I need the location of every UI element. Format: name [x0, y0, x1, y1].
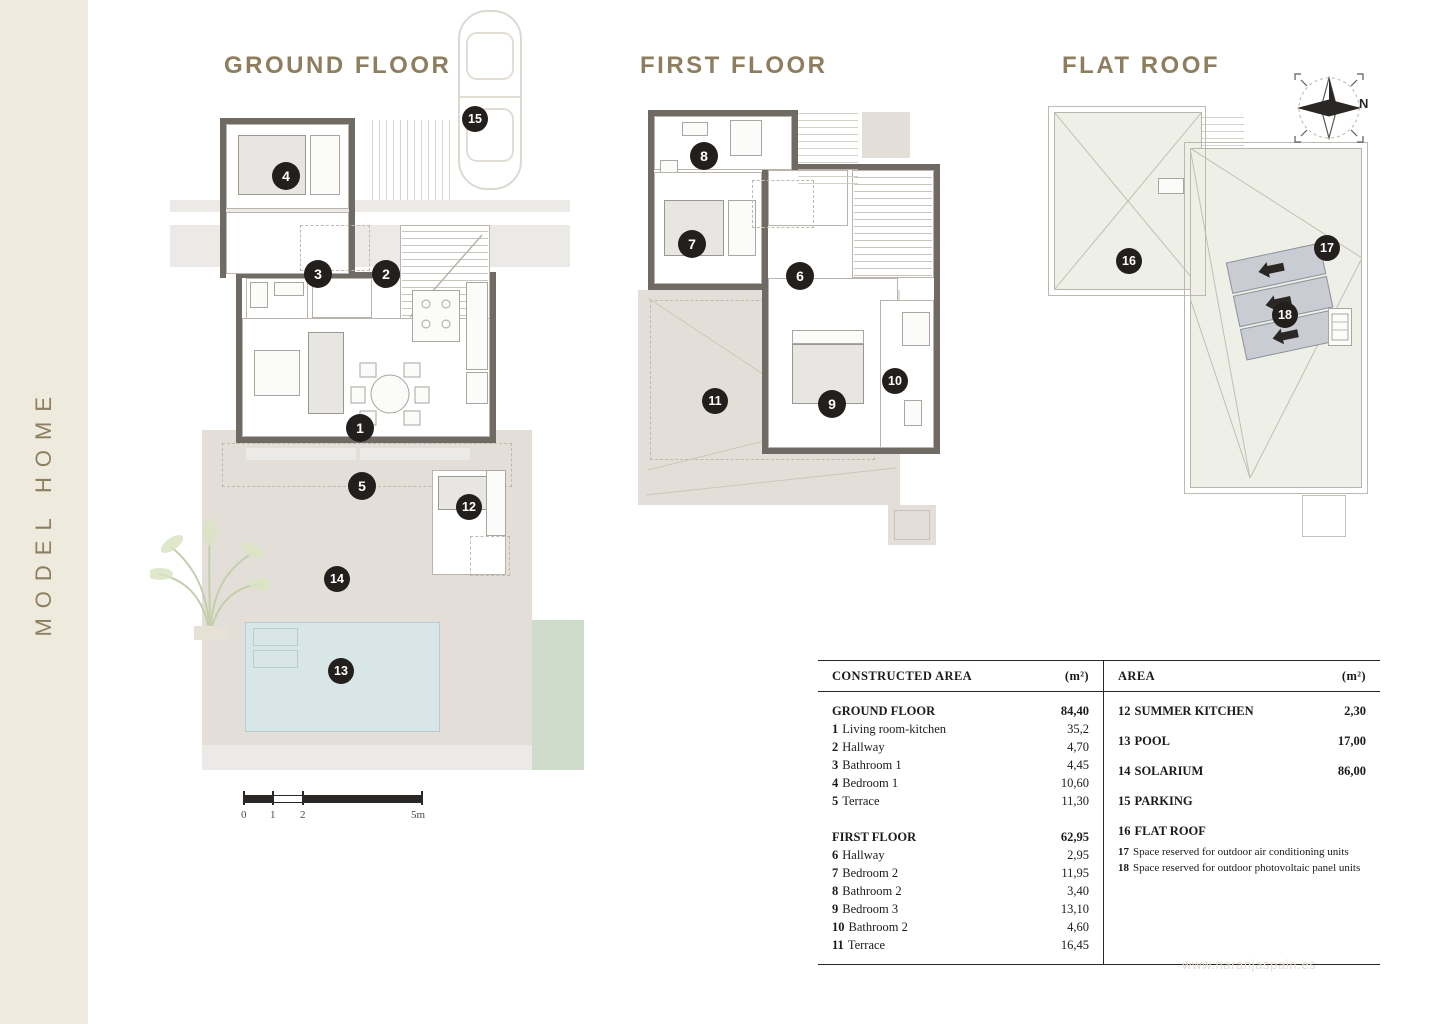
item-index: 8	[832, 884, 839, 898]
ff-louvers	[798, 112, 858, 184]
table-spacer	[832, 810, 1089, 826]
marker-9[interactable]: 9	[818, 390, 846, 418]
constructed-area-header-unit: (m²)	[1064, 669, 1089, 683]
item-index: 16	[1118, 824, 1131, 838]
marker-3[interactable]: 3	[304, 260, 332, 288]
item-value: 4,70	[1067, 740, 1089, 754]
table-row	[832, 936, 1089, 954]
pool-steps-2	[253, 650, 298, 668]
table-row	[832, 702, 1089, 720]
scale-bar-labels	[241, 809, 426, 823]
marker-13[interactable]: 13	[328, 658, 354, 684]
item-index: 1	[832, 722, 839, 736]
item-value: 17,00	[1337, 734, 1366, 748]
sidebar-title-text: MODEL HOME	[31, 387, 56, 637]
item-index: 14	[1118, 764, 1131, 778]
sidebar-title	[0, 0, 88, 1024]
ff-entrance-steps	[894, 510, 930, 540]
area-header	[1104, 661, 1380, 692]
ff-wall-bottom	[762, 448, 940, 454]
item-value: 13,10	[1060, 902, 1089, 916]
table-row	[1118, 762, 1366, 780]
marker-2[interactable]: 2	[372, 260, 400, 288]
area-header-label: AREA	[1118, 669, 1156, 683]
armchair	[254, 350, 300, 396]
item-label: Bathroom 2	[848, 920, 908, 934]
scale-label-5: 5m	[411, 809, 426, 821]
constructed-area-header	[818, 661, 1103, 692]
item-label: Bedroom 1	[842, 776, 899, 790]
table-row	[832, 918, 1089, 936]
item-label: FLAT ROOF	[1134, 824, 1206, 838]
solarium-edge	[202, 745, 532, 770]
scale-label-1: 1	[270, 809, 276, 821]
ff-staircase-steps	[854, 172, 932, 276]
item-label: Bedroom 2	[842, 866, 899, 880]
toilet-10	[904, 400, 922, 426]
scale-seg-1	[243, 795, 273, 803]
palm-plant-decoration	[150, 500, 270, 640]
item-index: 2	[832, 740, 839, 754]
fridge	[466, 372, 488, 404]
marker-4[interactable]: 4	[272, 162, 300, 190]
area-tables	[818, 660, 1380, 965]
item-value: 3,40	[1067, 884, 1089, 898]
marker-1[interactable]: 1	[346, 414, 374, 442]
marker-6[interactable]: 6	[786, 262, 814, 290]
table-row	[1118, 822, 1366, 840]
first-floor-plan	[630, 0, 970, 580]
roof-louvers	[1202, 112, 1244, 146]
scale-seg-2	[273, 795, 303, 803]
table-row	[832, 864, 1089, 882]
table-row	[832, 720, 1089, 738]
scale-tick-1	[272, 791, 274, 805]
toilet-1	[250, 282, 268, 308]
table-row	[832, 738, 1089, 756]
marker-17[interactable]: 17	[1314, 235, 1340, 261]
compass-rose	[1283, 62, 1375, 154]
item-value: 4,60	[1067, 920, 1089, 934]
constructed-area-body	[818, 692, 1103, 964]
ff-wall-b1	[648, 284, 768, 290]
marker-10[interactable]: 10	[882, 368, 908, 394]
table-row	[1118, 844, 1366, 860]
item-index: 4	[832, 776, 839, 790]
item-label: SOLARIUM	[1134, 764, 1204, 778]
item-index: 5	[832, 794, 839, 808]
item-index: 7	[832, 866, 839, 880]
table-row	[1118, 860, 1366, 876]
item-label: Space reserved for outdoor air conditioning units	[1133, 846, 1349, 858]
item-value: 11,95	[1061, 866, 1089, 880]
marker-12[interactable]: 12	[456, 494, 482, 520]
item-label: POOL	[1134, 734, 1170, 748]
door-swing-6	[752, 180, 814, 228]
item-label: Living room-kitchen	[842, 722, 947, 736]
sofa	[308, 332, 344, 414]
scale-bar-segments	[243, 795, 423, 805]
item-value: 10,60	[1060, 776, 1089, 790]
item-label: Bathroom 1	[842, 758, 902, 772]
table-row	[832, 756, 1089, 774]
item-label: Terrace	[847, 938, 886, 952]
table-row	[832, 792, 1089, 810]
item-label: Bathroom 2	[842, 884, 902, 898]
terrace-5-step	[246, 448, 356, 460]
constructed-area-table	[818, 661, 1104, 964]
table-row	[832, 774, 1089, 792]
sink-1	[274, 282, 304, 296]
item-value: 2,30	[1344, 704, 1366, 718]
table-row	[832, 846, 1089, 864]
item-label: Hallway	[842, 740, 885, 754]
area-table	[1104, 661, 1380, 964]
group-value: 62,95	[1060, 830, 1089, 844]
table-row	[832, 882, 1089, 900]
item-index: 9	[832, 902, 839, 916]
item-index: 10	[832, 920, 845, 934]
item-label: Terrace	[842, 794, 880, 808]
table-row	[1118, 792, 1366, 810]
marker-8[interactable]: 8	[690, 142, 718, 170]
item-label: Space reserved for outdoor photovoltaic panel units	[1133, 862, 1361, 874]
wardrobe-1	[310, 135, 340, 195]
ac-unit-icon	[1328, 308, 1352, 346]
marker-11[interactable]: 11	[702, 388, 728, 414]
table-row	[1118, 702, 1366, 720]
marker-18[interactable]: 18	[1272, 302, 1298, 328]
item-index: 12	[1118, 704, 1131, 718]
item-value: 16,45	[1060, 938, 1089, 952]
item-label: PARKING	[1134, 794, 1193, 808]
watermark: www.naranjaspain.es	[1182, 957, 1317, 972]
item-value: 86,00	[1337, 764, 1366, 778]
item-index: 6	[832, 848, 839, 862]
area-header-unit: (m²)	[1341, 669, 1366, 683]
marker-7[interactable]: 7	[678, 230, 706, 258]
table-row	[832, 828, 1089, 846]
item-value: 4,45	[1067, 758, 1089, 772]
roof-hatch-access	[1158, 178, 1184, 194]
headboard-3	[792, 330, 864, 344]
item-index: 17	[1118, 846, 1129, 858]
shower-2	[730, 120, 762, 156]
scale-bar	[241, 795, 426, 823]
item-value: 2,95	[1067, 848, 1089, 862]
item-index: 3	[832, 758, 839, 772]
summer-kitchen-door-swing	[470, 536, 510, 576]
scale-label-0: 0	[241, 809, 247, 821]
marker-14[interactable]: 14	[324, 566, 350, 592]
roof-entrance-canopy	[1302, 495, 1346, 537]
item-value: 35,2	[1067, 722, 1089, 736]
ground-floor-plan	[150, 0, 600, 800]
scale-label-2: 2	[300, 809, 306, 821]
parking-car-icon	[445, 5, 535, 195]
item-index: 15	[1118, 794, 1131, 808]
ff-wall-right	[934, 164, 940, 454]
first-floor-title: FIRST FLOOR	[640, 52, 828, 79]
marker-16[interactable]: 16	[1116, 248, 1142, 274]
shower-10	[902, 312, 930, 346]
driveway-hatch	[372, 120, 450, 200]
item-label: Hallway	[842, 848, 885, 862]
scale-tick-5	[421, 791, 423, 805]
table-row	[832, 900, 1089, 918]
group-label: GROUND FLOOR	[832, 704, 936, 718]
summer-kitchen-counter	[486, 470, 506, 536]
item-index: 11	[832, 938, 844, 952]
item-index: 18	[1118, 862, 1129, 874]
item-label: SUMMER KITCHEN	[1134, 704, 1254, 718]
item-label: Bedroom 3	[842, 902, 899, 916]
terrace-5-step-2	[360, 448, 470, 460]
constructed-area-header-label: CONSTRUCTED AREA	[832, 669, 973, 683]
scale-tick-0	[243, 791, 245, 805]
flat-roof-title: FLAT ROOF	[1062, 52, 1221, 79]
scale-tick-2	[302, 791, 304, 805]
item-value: 11,30	[1061, 794, 1089, 808]
kitchen-counter	[466, 282, 488, 370]
group-value: 84,40	[1060, 704, 1089, 718]
group-label: FIRST FLOOR	[832, 830, 917, 844]
scale-seg-3	[303, 795, 423, 803]
area-body	[1104, 692, 1380, 886]
compass-north-label: N	[1359, 96, 1369, 111]
sink-2	[682, 122, 708, 136]
marker-5[interactable]: 5	[348, 472, 376, 500]
item-index: 13	[1118, 734, 1131, 748]
ground-floor-title: GROUND FLOOR	[224, 52, 452, 79]
marker-15[interactable]: 15	[462, 106, 488, 132]
wall-right-lower	[490, 272, 496, 442]
ff-upper-terrace	[862, 112, 910, 158]
table-row	[1118, 732, 1366, 750]
hob-icon	[414, 292, 460, 340]
